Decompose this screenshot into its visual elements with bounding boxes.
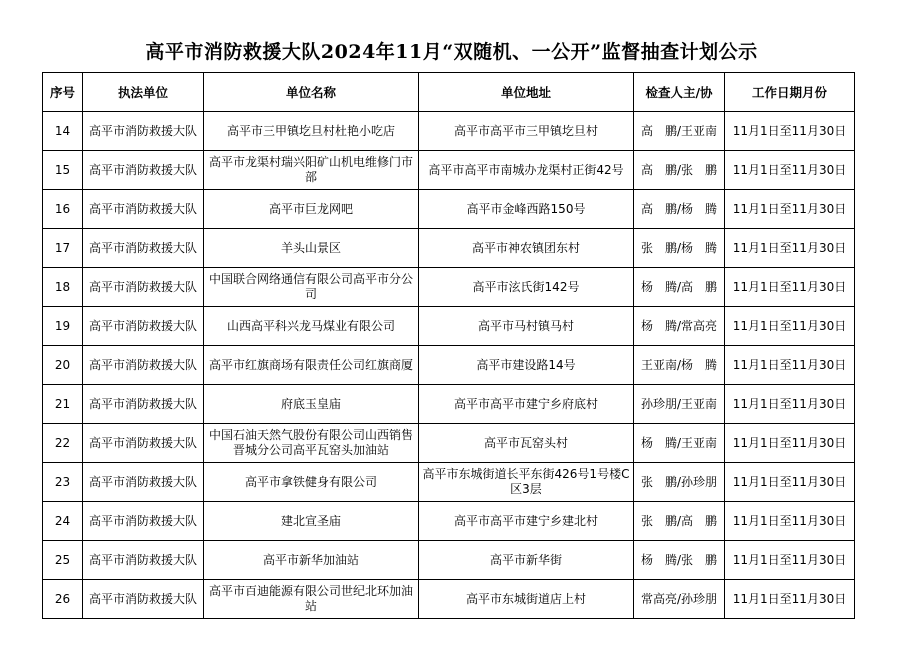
cell-date: 11月1日至11月30日: [725, 112, 855, 151]
cell-no: 22: [43, 424, 83, 463]
cell-name: 高平市拿铁健身有限公司: [204, 463, 419, 502]
header-name: 单位名称: [204, 73, 419, 112]
cell-address: 高平市高平市建宁乡府底村: [419, 385, 634, 424]
cell-name: 府底玉皇庙: [204, 385, 419, 424]
cell-no: 14: [43, 112, 83, 151]
cell-no: 20: [43, 346, 83, 385]
cell-name: 中国石油天然气股份有限公司山西销售晋城分公司高平瓦窑头加油站: [204, 424, 419, 463]
cell-unit: 高平市消防救援大队: [83, 385, 204, 424]
cell-name: 高平市新华加油站: [204, 541, 419, 580]
cell-address: 高平市建设路14号: [419, 346, 634, 385]
cell-unit: 高平市消防救援大队: [83, 502, 204, 541]
cell-inspector: 张 鹏/孙珍朋: [634, 463, 725, 502]
cell-address: 高平市瓦窑头村: [419, 424, 634, 463]
cell-date: 11月1日至11月30日: [725, 190, 855, 229]
cell-no: 24: [43, 502, 83, 541]
cell-date: 11月1日至11月30日: [725, 463, 855, 502]
cell-inspector: 张 鹏/杨 腾: [634, 229, 725, 268]
cell-address: 高平市新华街: [419, 541, 634, 580]
inspection-plan-table: [42, 72, 855, 619]
table-header-row: [43, 73, 855, 112]
cell-inspector: 杨 腾/常高亮: [634, 307, 725, 346]
cell-unit: 高平市消防救援大队: [83, 229, 204, 268]
cell-inspector: 张 鹏/高 鹏: [634, 502, 725, 541]
cell-unit: 高平市消防救援大队: [83, 541, 204, 580]
cell-name: 高平市龙渠村瑞兴阳矿山机电维修门市部: [204, 151, 419, 190]
table-row: [43, 385, 855, 424]
table-row: [43, 463, 855, 502]
cell-inspector: 高 鹏/张 鹏: [634, 151, 725, 190]
cell-name: 中国联合网络通信有限公司高平市分公司: [204, 268, 419, 307]
cell-unit: 高平市消防救援大队: [83, 424, 204, 463]
cell-date: 11月1日至11月30日: [725, 424, 855, 463]
page-title: 高平市消防救援大队2024年11月“双随机、一公开”监督抽查计划公示: [145, 41, 758, 63]
cell-name: 建北宣圣庙: [204, 502, 419, 541]
cell-no: 19: [43, 307, 83, 346]
cell-address: 高平市东城街道长平东街426号1号楼C区3层: [419, 463, 634, 502]
cell-date: 11月1日至11月30日: [725, 229, 855, 268]
cell-date: 11月1日至11月30日: [725, 580, 855, 619]
cell-address: 高平市高平市三甲镇圪旦村: [419, 112, 634, 151]
cell-unit: 高平市消防救援大队: [83, 151, 204, 190]
cell-date: 11月1日至11月30日: [725, 502, 855, 541]
header-no: 序号: [43, 73, 83, 112]
cell-name: 高平市百迪能源有限公司世纪北环加油站: [204, 580, 419, 619]
cell-inspector: 高 鹏/王亚南: [634, 112, 725, 151]
cell-no: 26: [43, 580, 83, 619]
cell-no: 23: [43, 463, 83, 502]
header-date: 工作日期月份: [725, 73, 855, 112]
table-row: [43, 424, 855, 463]
cell-inspector: 孙珍朋/王亚南: [634, 385, 725, 424]
header-unit: 执法单位: [83, 73, 204, 112]
cell-no: 16: [43, 190, 83, 229]
table-row: [43, 346, 855, 385]
table-row: [43, 268, 855, 307]
cell-address: 高平市马村镇马村: [419, 307, 634, 346]
cell-unit: 高平市消防救援大队: [83, 307, 204, 346]
cell-no: 25: [43, 541, 83, 580]
cell-unit: 高平市消防救援大队: [83, 112, 204, 151]
cell-name: 高平市三甲镇圪旦村杜艳小吃店: [204, 112, 419, 151]
header-inspector: 检查人主/协: [634, 73, 725, 112]
cell-date: 11月1日至11月30日: [725, 346, 855, 385]
table-row: [43, 151, 855, 190]
cell-unit: 高平市消防救援大队: [83, 190, 204, 229]
table-row: [43, 229, 855, 268]
cell-inspector: 王亚南/杨 腾: [634, 346, 725, 385]
cell-address: 高平市金峰西路150号: [419, 190, 634, 229]
cell-no: 21: [43, 385, 83, 424]
cell-no: 17: [43, 229, 83, 268]
cell-inspector: 杨 腾/王亚南: [634, 424, 725, 463]
cell-no: 18: [43, 268, 83, 307]
cell-inspector: 常高亮/孙珍朋: [634, 580, 725, 619]
cell-address: 高平市神农镇团东村: [419, 229, 634, 268]
cell-unit: 高平市消防救援大队: [83, 346, 204, 385]
table-row: [43, 307, 855, 346]
table-row: [43, 190, 855, 229]
cell-date: 11月1日至11月30日: [725, 307, 855, 346]
cell-name: 高平市红旗商场有限责任公司红旗商厦: [204, 346, 419, 385]
cell-address: 高平市高平市建宁乡建北村: [419, 502, 634, 541]
table-row: [43, 112, 855, 151]
header-address: 单位地址: [419, 73, 634, 112]
cell-address: 高平市东城街道店上村: [419, 580, 634, 619]
cell-unit: 高平市消防救援大队: [83, 268, 204, 307]
cell-date: 11月1日至11月30日: [725, 151, 855, 190]
cell-inspector: 杨 腾/张 鹏: [634, 541, 725, 580]
cell-name: 高平市巨龙网吧: [204, 190, 419, 229]
table-row: [43, 580, 855, 619]
cell-name: 羊头山景区: [204, 229, 419, 268]
cell-unit: 高平市消防救援大队: [83, 463, 204, 502]
cell-no: 15: [43, 151, 83, 190]
cell-date: 11月1日至11月30日: [725, 541, 855, 580]
cell-name: 山西高平科兴龙马煤业有限公司: [204, 307, 419, 346]
table-row: [43, 541, 855, 580]
cell-inspector: 高 鹏/杨 腾: [634, 190, 725, 229]
cell-address: 高平市高平市南城办龙渠村正街42号: [419, 151, 634, 190]
cell-unit: 高平市消防救援大队: [83, 580, 204, 619]
cell-address: 高平市泫氏街142号: [419, 268, 634, 307]
cell-date: 11月1日至11月30日: [725, 385, 855, 424]
cell-date: 11月1日至11月30日: [725, 268, 855, 307]
cell-inspector: 杨 腾/高 鹏: [634, 268, 725, 307]
table-row: [43, 502, 855, 541]
